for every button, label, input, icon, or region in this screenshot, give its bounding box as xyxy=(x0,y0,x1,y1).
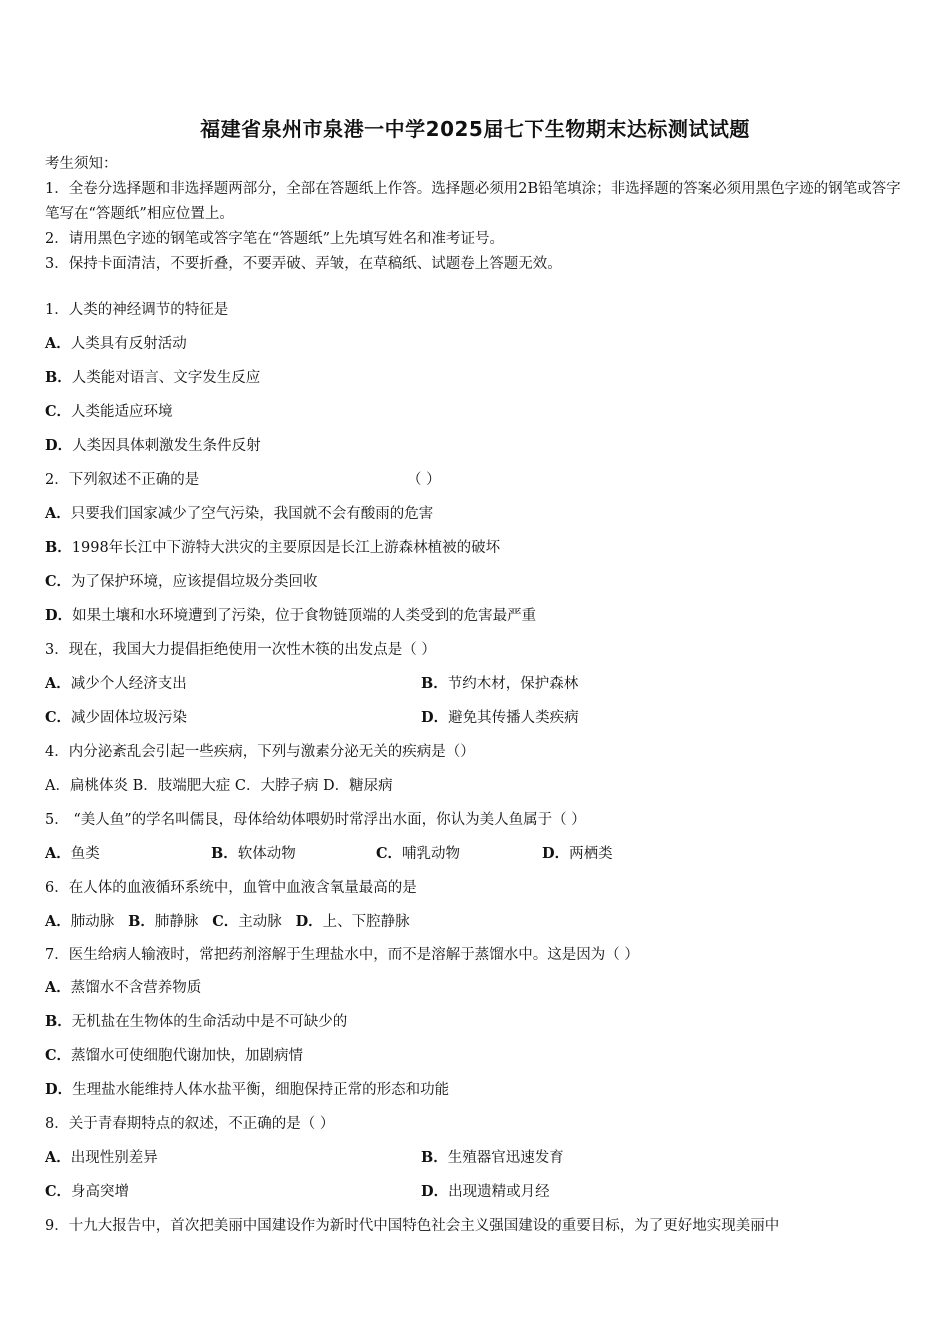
option-label: B． xyxy=(45,539,72,556)
option-label: B． xyxy=(421,675,448,692)
question-2-option-a xyxy=(45,504,433,524)
question-5-option-d xyxy=(542,844,613,864)
option-text: 生殖器官迅速发育 xyxy=(447,1150,564,1166)
option-text: 只要我们国家减少了空气污染，我国就不会有酸雨的危害 xyxy=(70,506,434,522)
option-text: 肺静脉 xyxy=(154,914,199,930)
option-label: D． xyxy=(421,709,449,726)
option-text: 身高突增 xyxy=(71,1184,130,1200)
option-text: 蒸馏水不含营养物质 xyxy=(70,980,202,996)
question-8-option-b xyxy=(421,1148,564,1168)
question-7-option-a xyxy=(45,978,201,998)
option-text: 肺动脉 xyxy=(70,914,115,930)
option-text: 主动脉 xyxy=(238,914,282,930)
option-text: 鱼类 xyxy=(70,846,100,862)
question-1-option-c xyxy=(45,402,173,422)
question-7-stem: 7．医生给病人输液时，常把药剂溶解于生理盐水中，而不是溶解于蒸馏水中。这是因为（ ） xyxy=(45,947,639,963)
question-3-options-row-1 xyxy=(45,674,905,694)
option-label: B． xyxy=(45,369,72,386)
option-label: A． xyxy=(45,505,71,522)
option-label: B． xyxy=(421,1149,448,1166)
question-7-option-b xyxy=(45,1012,347,1032)
question-2-stem xyxy=(45,470,441,490)
option-label: C． xyxy=(376,845,403,862)
notice-item: 1．全卷分选择题和非选择题两部分，全部在答题纸上作答。选择题必须用2B铅笔填涂；非选择题的答案必须用黑色字迹的钢笔或答字笔写在“答题纸”相应位置上。 xyxy=(45,181,901,222)
question-1-option-d xyxy=(45,436,261,456)
question-3-option-c xyxy=(45,710,187,726)
option-text: 蒸馏水可使细胞代谢加快，加剧病情 xyxy=(71,1048,304,1064)
option-text: 上、下腔静脉 xyxy=(322,914,410,930)
option-text: 两栖类 xyxy=(569,846,613,862)
option-label: A． xyxy=(45,913,71,930)
option-label: D． xyxy=(45,1081,73,1098)
option-label: C． xyxy=(212,913,239,930)
question-6-option-b xyxy=(128,914,198,930)
option-text: 人类具有反射活动 xyxy=(70,336,187,352)
answer-bracket: （ ） xyxy=(407,472,441,488)
option-label: D． xyxy=(295,913,323,930)
option-label: C． xyxy=(45,403,72,420)
option-label: D． xyxy=(45,607,73,624)
question-1-stem: 1．人类的神经调节的特征是 xyxy=(45,302,229,318)
page-title: 福建省泉州市泉港一中学2025届七下生物期末达标测试试题 xyxy=(200,117,750,141)
question-5-stem: 5． “美人鱼”的学名叫儒艮，母体给幼体喂奶时常浮出水面，你认为美人鱼属于（ ） xyxy=(45,812,586,828)
option-text: 避免其传播人类疾病 xyxy=(448,710,579,726)
question-3-stem: 3．现在，我国大力提倡拒绝使用一次性木筷的出发点是（ ） xyxy=(45,642,436,658)
option-text: 减少固体垃圾污染 xyxy=(71,710,188,726)
option-text: 无机盐在生物体的生命活动中是不可缺少的 xyxy=(71,1014,348,1030)
option-text: 如果土壤和水环境遭到了污染，位于食物链顶端的人类受到的危害最严重 xyxy=(72,608,537,624)
option-text: 人类能对语言、文字发生反应 xyxy=(71,370,261,386)
question-3-options-row-2 xyxy=(45,708,905,728)
question-6-options xyxy=(45,912,410,932)
option-text: 1998年长江中下游特大洪灾的主要原因是长江上游森林植被的破坏 xyxy=(71,540,501,556)
question-8-option-d xyxy=(421,1182,550,1202)
question-4-options: A．扁桃体炎 B．肢端肥大症 C．大脖子病 D．糖尿病 xyxy=(45,778,393,794)
option-label: B． xyxy=(211,845,238,862)
question-5-option-c xyxy=(376,844,460,864)
option-text: 减少个人经济支出 xyxy=(70,676,187,692)
question-4-stem: 4．内分泌紊乱会引起一些疾病，下列与激素分泌无关的疾病是（） xyxy=(45,744,475,760)
option-text: 节约木材，保护森林 xyxy=(447,676,579,692)
option-label: C． xyxy=(45,573,72,590)
question-7-option-c xyxy=(45,1046,303,1066)
option-text: 出现性别差异 xyxy=(70,1150,158,1166)
question-8-option-a xyxy=(45,1150,158,1166)
question-1-option-a xyxy=(45,334,187,354)
question-5-option-b xyxy=(211,844,296,864)
notice-block xyxy=(45,152,905,277)
question-8-options-row-2 xyxy=(45,1182,905,1202)
option-text: 人类能适应环境 xyxy=(71,404,173,420)
question-2-option-c xyxy=(45,572,318,592)
notice-item: 2．请用黑色字迹的钢笔或答字笔在“答题纸”上先填写姓名和准考证号。 xyxy=(45,231,505,247)
option-text: 生理盐水能维持人体水盐平衡，细胞保持正常的形态和功能 xyxy=(72,1082,450,1098)
question-text: 2．下列叙述不正确的是 xyxy=(45,472,200,488)
question-7-option-d xyxy=(45,1080,449,1100)
question-3-option-a xyxy=(45,676,187,692)
option-text: 为了保护环境，应该提倡垃圾分类回收 xyxy=(71,574,318,590)
option-text: 人类因具体刺激发生条件反射 xyxy=(72,438,261,454)
option-label: B． xyxy=(128,913,155,930)
question-6-option-a xyxy=(45,914,114,930)
option-label: A． xyxy=(45,979,71,996)
option-label: A． xyxy=(45,335,71,352)
option-label: A． xyxy=(45,675,71,692)
option-label: C． xyxy=(45,709,72,726)
notice-item: 3．保持卡面清洁，不要折叠，不要弄破、弄皱，在草稿纸、试题卷上答题无效。 xyxy=(45,256,562,272)
question-8-option-c xyxy=(45,1184,129,1200)
question-2-option-d xyxy=(45,606,536,626)
question-8-options-row-1 xyxy=(45,1148,905,1168)
option-label: C． xyxy=(45,1183,72,1200)
question-5-options xyxy=(45,844,905,864)
question-3-option-d xyxy=(421,708,579,728)
option-label: B． xyxy=(45,1013,72,1030)
option-label: D． xyxy=(542,845,570,862)
question-3-option-b xyxy=(421,674,578,694)
option-label: D． xyxy=(421,1183,449,1200)
question-9-stem: 9．十九大报告中，首次把美丽中国建设作为新时代中国特色社会主义强国建设的重要目标，为了更好地实现美丽中 xyxy=(45,1218,780,1234)
option-label: A． xyxy=(45,1149,71,1166)
question-1-option-b xyxy=(45,368,260,388)
question-2-option-b xyxy=(45,538,500,558)
option-label: C． xyxy=(45,1047,72,1064)
question-6-option-d xyxy=(296,914,410,930)
question-5-option-a xyxy=(45,846,100,862)
option-label: D． xyxy=(45,437,73,454)
option-text: 哺乳动物 xyxy=(402,846,461,862)
question-8-stem: 8．关于青春期特点的叙述，不正确的是（ ） xyxy=(45,1116,335,1132)
question-6-option-c xyxy=(212,914,282,930)
option-text: 软体动物 xyxy=(237,846,296,862)
option-text: 出现遗精或月经 xyxy=(448,1184,550,1200)
option-label: A． xyxy=(45,845,71,862)
notice-heading: 考生须知： xyxy=(45,156,118,172)
question-6-stem: 6．在人体的血液循环系统中，血管中血液含氧量最高的是 xyxy=(45,880,417,896)
